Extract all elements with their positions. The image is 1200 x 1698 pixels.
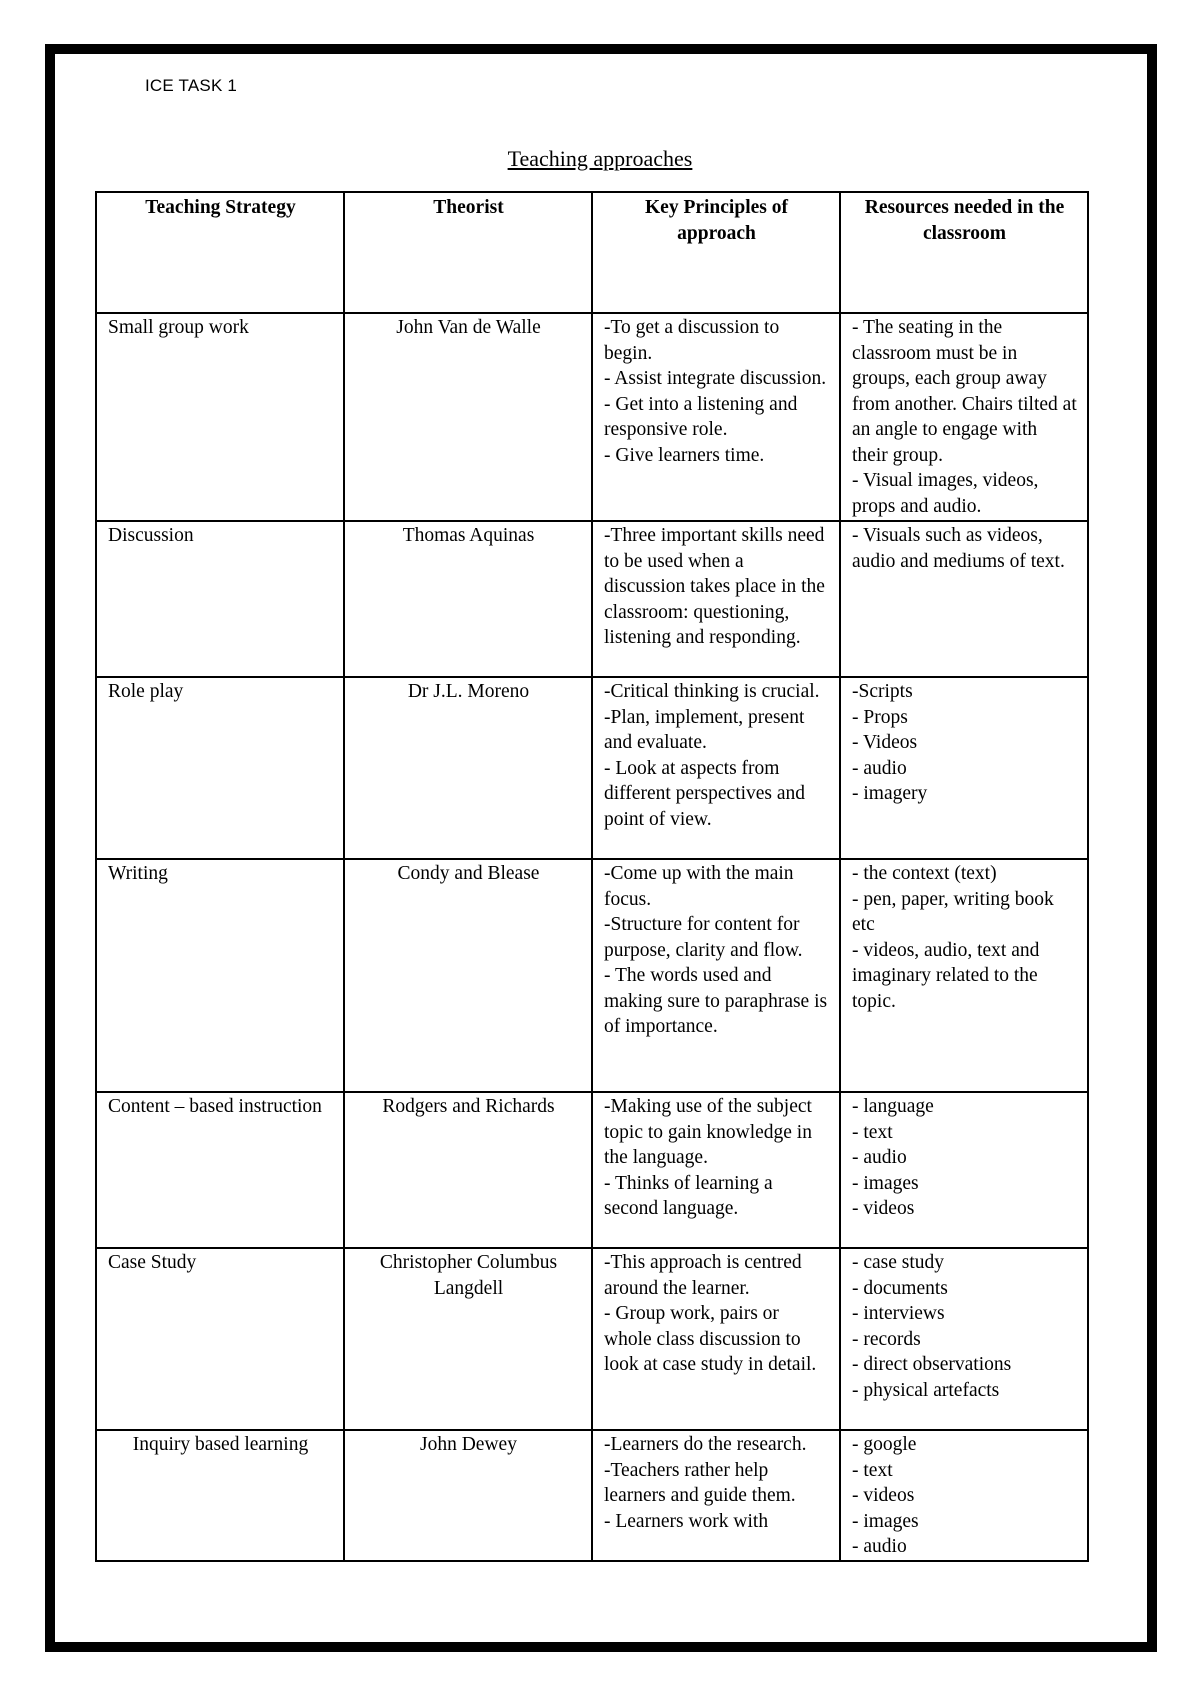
resource-line: - records: [852, 1328, 921, 1350]
table-row: [96, 313, 1088, 521]
principle-line: - Get into a listening and responsive role.: [604, 393, 798, 440]
principle-line: -To get a discussion to begin.: [604, 317, 780, 364]
principles-cell: [592, 521, 840, 677]
principles-cell: [592, 1092, 840, 1248]
principle-line: -Three important skills need to be used when a discussion takes place in the classroom: questioning, listening and responding.: [604, 525, 825, 648]
resource-line: - documents: [852, 1277, 948, 1299]
teaching-approaches-table: [95, 191, 1089, 1562]
resource-line: -Scripts: [852, 681, 913, 702]
column-header-theorist: Theorist: [344, 192, 592, 313]
resource-line: - videos, audio, text and imaginary related to the topic.: [852, 939, 1040, 1012]
column-header-strategy: Teaching Strategy: [96, 192, 344, 313]
resource-line: - direct observations: [852, 1354, 1012, 1375]
principle-line: -Teachers rather help learners and guide them.: [604, 1459, 796, 1506]
resource-line: - videos: [852, 1198, 915, 1219]
table-row: [96, 677, 1088, 859]
table-row: [96, 521, 1088, 677]
principle-line: -This approach is centred around the learner.: [604, 1252, 802, 1299]
theorist-cell: John Dewey: [344, 1430, 592, 1561]
principle-line: - Give learners time.: [604, 444, 765, 466]
principle-line: -Learners do the research.: [604, 1434, 807, 1455]
theorist-cell: Christopher Columbus Langdell: [344, 1248, 592, 1430]
strategy-cell: Discussion: [96, 521, 344, 677]
resource-line: - the context (text): [852, 863, 997, 884]
theorist-cell: John Van de Walle: [344, 313, 592, 521]
principle-line: -Making use of the subject topic to gain knowledge in the language.: [604, 1096, 812, 1168]
principles-cell: [592, 677, 840, 859]
resource-line: - pen, paper, writing book etc: [852, 888, 1054, 935]
resource-line: - text: [852, 1459, 893, 1481]
resource-line: - Props: [852, 706, 908, 728]
principles-cell: [592, 1430, 840, 1561]
strategy-cell: Writing: [96, 859, 344, 1092]
table-row: [96, 1430, 1088, 1561]
resources-cell: [840, 1092, 1088, 1248]
resource-line: - The seating in the classroom must be in groups, each group away from another. Chairs tilted at an angle to engage with their group.: [852, 317, 1077, 466]
resources-cell: [840, 1248, 1088, 1430]
header-label: ICE TASK 1: [145, 76, 238, 95]
principle-line: - Group work, pairs or whole class discussion to look at case study in detail.: [604, 1303, 817, 1375]
theorist-cell: Dr J.L. Moreno: [344, 677, 592, 859]
resource-line: - imagery: [852, 783, 928, 804]
resource-line: - text: [852, 1121, 893, 1143]
resource-line: - audio: [852, 757, 907, 779]
resources-cell: [840, 313, 1088, 521]
principle-line: - Assist integrate discussion.: [604, 368, 827, 389]
resource-line: - Videos: [852, 732, 918, 753]
strategy-cell: Small group work: [96, 313, 344, 521]
resource-line: - images: [852, 1172, 919, 1194]
principle-line: -Structure for content for purpose, clarity and flow.: [604, 914, 803, 961]
principle-line: - Learners work with: [604, 1510, 769, 1532]
document-title: Teaching approaches: [507, 146, 693, 171]
table-row: [96, 1092, 1088, 1248]
resource-line: - videos: [852, 1485, 915, 1506]
principles-cell: [592, 313, 840, 521]
principle-line: -Critical thinking is crucial.: [604, 681, 820, 702]
strategy-cell: Content – based instruction: [96, 1092, 344, 1248]
principle-line: -Plan, implement, present and evaluate.: [604, 706, 805, 753]
resources-cell: [840, 521, 1088, 677]
theorist-cell: Thomas Aquinas: [344, 521, 592, 677]
resource-line: - Visuals such as videos, audio and mediums of text.: [852, 525, 1065, 572]
table-row: [96, 1248, 1088, 1430]
resource-line: - interviews: [852, 1303, 945, 1324]
resources-cell: [840, 677, 1088, 859]
principle-line: - The words used and making sure to paraphrase is of importance.: [604, 965, 828, 1037]
resource-line: - google: [852, 1434, 917, 1455]
strategy-cell: Case Study: [96, 1248, 344, 1430]
principle-line: - Look at aspects from different perspectives and point of view.: [604, 757, 806, 830]
resource-line: - physical artefacts: [852, 1379, 1000, 1401]
column-header-principles: Key Principles of approach: [592, 192, 840, 313]
column-header-resources: Resources needed in the classroom: [840, 192, 1088, 313]
theorist-cell: Rodgers and Richards: [344, 1092, 592, 1248]
principles-cell: [592, 1248, 840, 1430]
strategy-cell: Inquiry based learning: [96, 1430, 344, 1561]
resource-line: - case study: [852, 1252, 945, 1273]
resource-line: - audio: [852, 1536, 907, 1557]
resource-line: - Visual images, videos, props and audio.: [852, 470, 1039, 517]
table-header-row: [96, 192, 1088, 313]
resources-cell: [840, 1430, 1088, 1561]
resource-line: - language: [852, 1096, 934, 1117]
strategy-cell: Role play: [96, 677, 344, 859]
theorist-cell: Condy and Blease: [344, 859, 592, 1092]
resource-line: - images: [852, 1510, 919, 1532]
principles-cell: [592, 859, 840, 1092]
resources-cell: [840, 859, 1088, 1092]
principle-line: - Thinks of learning a second language.: [604, 1172, 773, 1219]
table-row: [96, 859, 1088, 1092]
principle-line: -Come up with the main focus.: [604, 863, 794, 910]
resource-line: - audio: [852, 1147, 907, 1168]
